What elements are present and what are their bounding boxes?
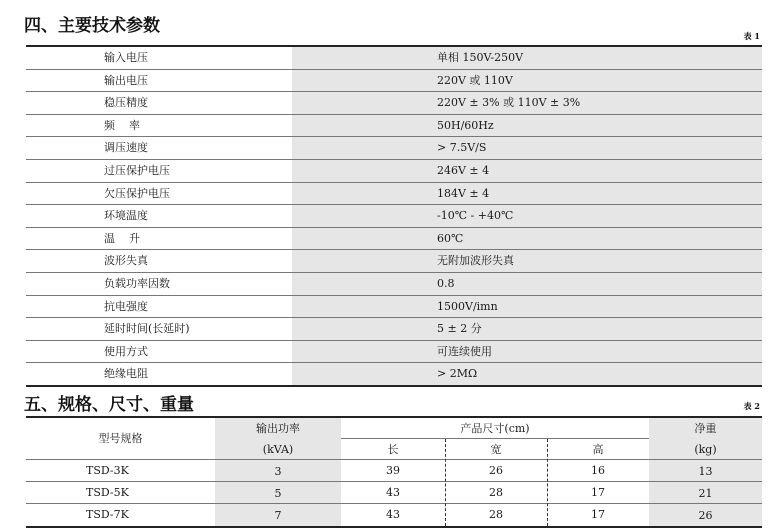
table-row (26, 160, 762, 183)
table-row (26, 92, 762, 115)
param-value: 246V ± 4 (292, 160, 762, 182)
table-row (26, 47, 762, 70)
param-value: 可连续使用 (292, 341, 762, 363)
power-cell: 5 (274, 487, 282, 500)
param-value: > 7.5V/S (292, 137, 762, 159)
param-value: 单相 150V-250V (292, 47, 762, 69)
param-name: 温 升 (104, 231, 140, 245)
param-name: 抗电强度 (104, 299, 148, 313)
model-cell: TSD-7K (86, 508, 129, 521)
power-header: 输出功率 (256, 422, 300, 435)
param-name: 欠压保护电压 (104, 186, 170, 200)
param-name: 环境温度 (104, 209, 148, 223)
param-value: 50H/60Hz (292, 115, 762, 137)
table-row (26, 115, 762, 138)
width-header: 宽 (490, 443, 502, 456)
size-header: 产品尺寸(cm) (460, 422, 530, 435)
table1-tag: 表 1 (743, 31, 760, 41)
table-row (26, 273, 762, 296)
table-row (26, 70, 762, 93)
table-row (26, 296, 762, 319)
length-cell: 43 (386, 508, 400, 521)
spec-size-table (26, 416, 762, 528)
model-cell: TSD-5K (86, 486, 129, 499)
table-row (26, 137, 762, 160)
param-value: 1500V/imn (292, 296, 762, 318)
section5-title: 五、规格、尺寸、重量 (24, 395, 194, 415)
param-value: 60℃ (292, 228, 762, 250)
height-header: 高 (592, 443, 604, 456)
table-row (26, 183, 762, 206)
param-name: 负载功率因数 (104, 276, 170, 290)
table-row (26, 341, 762, 364)
table-row (26, 228, 762, 251)
width-cell: 28 (489, 486, 503, 499)
model-header: 型号规格 (98, 432, 143, 445)
param-value: > 2MΩ (292, 363, 762, 385)
length-cell: 39 (386, 464, 400, 477)
param-value: 220V ± 3% 或 110V ± 3% (292, 92, 762, 114)
param-name: 过压保护电压 (104, 163, 170, 177)
width-cell: 28 (489, 508, 503, 521)
weight-cell: 13 (698, 465, 713, 478)
height-cell: 17 (591, 486, 605, 499)
param-value: 无附加波形失真 (292, 250, 762, 272)
table-row (26, 318, 762, 341)
width-cell: 26 (489, 464, 503, 477)
param-name: 调压速度 (104, 141, 148, 155)
weight-cell: 26 (698, 509, 713, 522)
length-cell: 43 (386, 486, 400, 499)
weight-cell: 21 (698, 487, 713, 500)
power-cell: 7 (274, 509, 282, 522)
param-value: 220V 或 110V (292, 70, 762, 92)
power-cell: 3 (274, 465, 282, 478)
param-name: 使用方式 (104, 344, 148, 358)
param-value: 0.8 (292, 273, 762, 295)
param-value: 5 ± 2 分 (292, 318, 762, 340)
table2-tag: 表 2 (743, 401, 760, 411)
length-header: 长 (387, 443, 399, 456)
table-row (26, 205, 762, 228)
param-name: 输出电压 (104, 73, 148, 87)
height-cell: 17 (591, 508, 605, 521)
table-row (26, 363, 762, 387)
param-value: 184V ± 4 (292, 183, 762, 205)
param-name: 输入电压 (104, 51, 148, 64)
table-row (26, 250, 762, 273)
section4-title: 四、主要技术参数 (24, 16, 160, 36)
spec-table (26, 45, 762, 387)
model-cell: TSD-3K (86, 464, 129, 477)
param-name: 延时时间(长延时) (104, 322, 190, 336)
height-cell: 16 (591, 464, 605, 477)
param-value: -10℃ - +40℃ (292, 205, 762, 227)
param-name: 波形失真 (104, 254, 148, 268)
power-unit-header: (kVA) (262, 443, 294, 456)
param-name: 稳压精度 (104, 96, 148, 110)
weight-header: 净重 (694, 422, 717, 435)
param-name: 频 率 (104, 118, 140, 132)
weight-unit-header: (kg) (694, 443, 717, 456)
param-name: 绝缘电阻 (104, 367, 148, 381)
